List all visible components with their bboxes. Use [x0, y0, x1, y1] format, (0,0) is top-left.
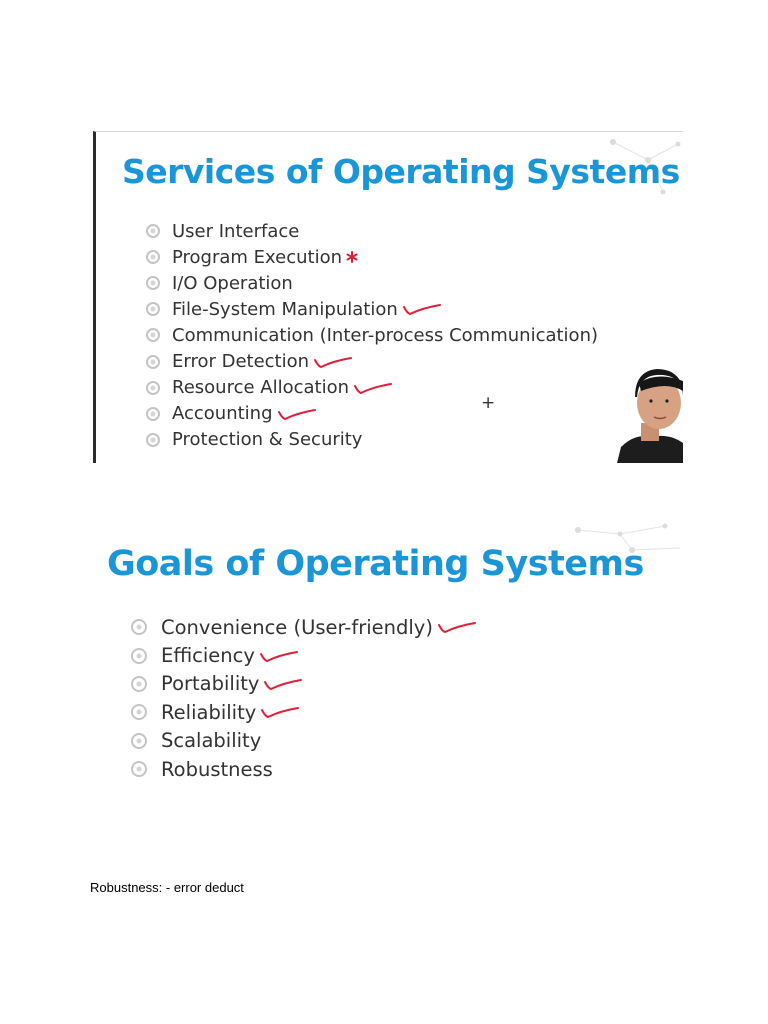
services-list: [146, 218, 598, 453]
red-check-mark-icon: [313, 355, 353, 369]
list-item: [146, 375, 598, 401]
circle-bullet-icon: [131, 619, 147, 635]
circle-bullet-icon: [131, 704, 147, 720]
list-item-label: Portability: [161, 672, 260, 696]
red-asterisk-icon: [346, 251, 358, 263]
circle-bullet-icon: [146, 407, 160, 421]
list-item: [131, 698, 477, 726]
list-item: [146, 401, 598, 427]
list-item-label: Protection & Security: [172, 429, 363, 451]
circle-bullet-icon: [146, 381, 160, 395]
list-item-label: File-System Manipulation: [172, 298, 398, 320]
goals-list: [131, 613, 477, 783]
red-check-mark-icon: [353, 381, 393, 395]
list-item: [131, 670, 477, 698]
slide-services: [93, 131, 683, 463]
list-item-label: Communication (Inter-process Communication): [172, 324, 598, 346]
list-item-label: Accounting: [172, 403, 273, 425]
list-item-label: Convenience (User-friendly): [161, 615, 433, 639]
note-text: Robustness: - error deduct: [90, 880, 244, 895]
circle-bullet-icon: [131, 761, 147, 777]
red-check-mark-icon: [263, 677, 303, 691]
circle-bullet-icon: [146, 224, 160, 238]
circle-bullet-icon: [146, 302, 160, 316]
circle-bullet-icon: [146, 276, 160, 290]
list-item: [146, 218, 598, 244]
crosshair-cursor-icon: +: [481, 393, 496, 413]
circle-bullet-icon: [131, 648, 147, 664]
list-item: [146, 296, 598, 322]
slide-title: Goals of Operating Systems: [107, 544, 644, 584]
circle-bullet-icon: [146, 433, 160, 447]
circle-bullet-icon: [131, 676, 147, 692]
list-item: [131, 755, 477, 783]
list-item-label: User Interface: [172, 220, 300, 242]
slide-goals: [93, 520, 680, 790]
circle-bullet-icon: [146, 250, 160, 264]
list-item: [146, 322, 598, 348]
circle-bullet-icon: [131, 733, 147, 749]
list-item-label: Error Detection: [172, 351, 310, 373]
slide-title: Services of Operating Systems: [122, 152, 680, 191]
list-item: [146, 270, 598, 296]
circle-bullet-icon: [146, 328, 160, 342]
red-check-mark-icon: [259, 649, 299, 663]
list-item-label: Robustness: [161, 757, 273, 781]
list-item-label: Scalability: [161, 729, 262, 753]
circle-bullet-icon: [146, 355, 160, 369]
list-item: [131, 641, 477, 669]
red-check-mark-icon: [277, 407, 317, 421]
list-item-label: Program Execution: [172, 246, 342, 268]
list-item-label: Reliability: [161, 700, 257, 724]
red-check-mark-icon: [260, 705, 300, 719]
list-item: [146, 427, 598, 453]
list-item: [131, 727, 477, 755]
presenter-avatar: [617, 367, 683, 463]
red-check-mark-icon: [437, 620, 477, 634]
list-item: [146, 348, 598, 374]
list-item: [131, 613, 477, 641]
list-item: [146, 244, 598, 270]
red-check-mark-icon: [402, 302, 442, 316]
list-item-label: I/O Operation: [172, 272, 293, 294]
list-item-label: Efficiency: [161, 644, 255, 668]
list-item-label: Resource Allocation: [172, 377, 350, 399]
